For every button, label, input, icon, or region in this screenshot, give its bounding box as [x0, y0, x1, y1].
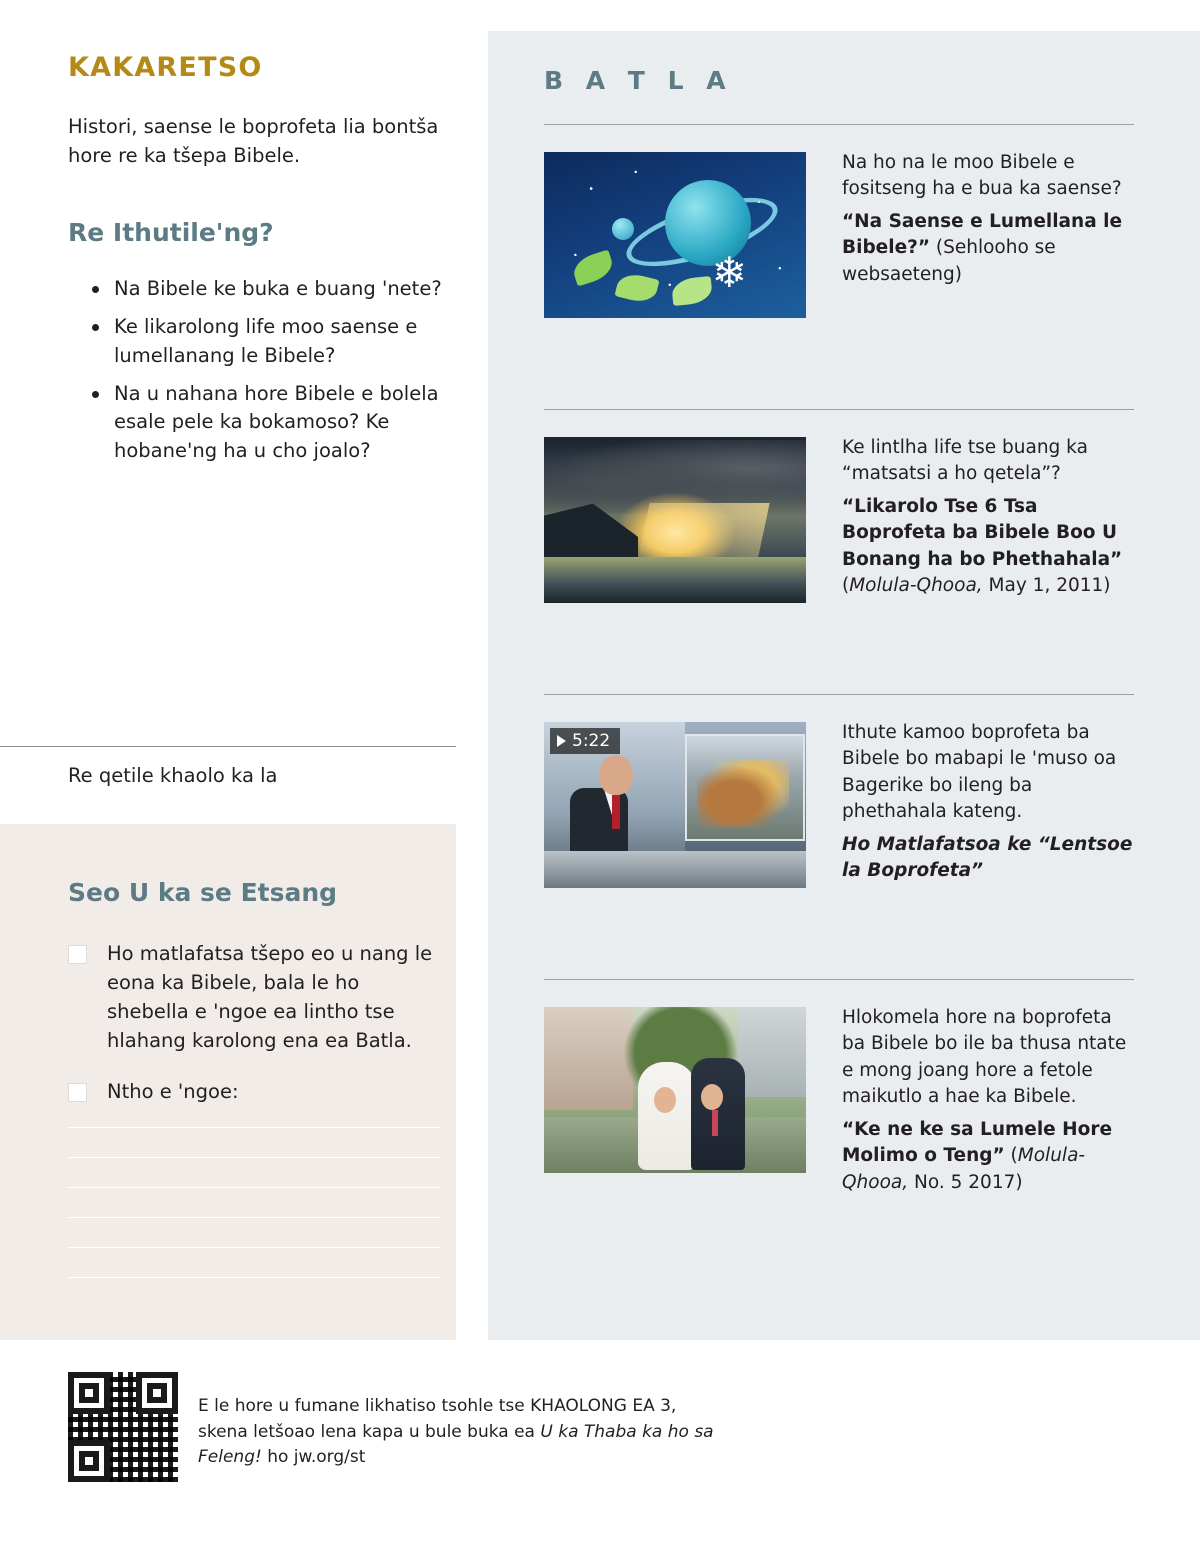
wedding-couple-thumbnail[interactable]	[544, 1007, 806, 1173]
writing-lines[interactable]	[68, 1127, 440, 1307]
presenter-tie	[612, 795, 620, 829]
studio-desk	[544, 851, 806, 888]
writing-line[interactable]	[68, 1277, 440, 1278]
entry-question: Ithute kamoo boprofeta ba Bibele bo mabapi le 'muso oa Bagerike bo ileng ba phethahala kateng.	[842, 722, 1117, 823]
groom-figure	[691, 1058, 745, 1170]
groom-head	[701, 1084, 723, 1110]
entry-reference: “Likarolo Tse 6 Tsa Boprofeta ba Bibele Boo U Bonang ha bo Phethahala” (Molula-Qhooa, May 1, 2011)	[842, 495, 1123, 597]
entry-reference-publication: Molula-Qhooa,	[842, 1145, 1086, 1193]
presenter-head	[599, 755, 633, 795]
footer-book-title: U ka Thaba ka ho sa	[540, 1421, 714, 1442]
batla-panel	[488, 31, 1200, 1340]
writing-line[interactable]	[68, 1157, 440, 1158]
entry-text	[842, 720, 1134, 891]
list-item: Na Bibele ke buka e buang 'nete?	[86, 275, 476, 304]
footer-line-2	[198, 1420, 818, 1446]
divider	[544, 409, 1134, 410]
footer-line-3	[198, 1445, 818, 1471]
entry-reference-rest: (Sehlooho se websaeteng)	[842, 237, 1056, 285]
video-broadcast-thumbnail[interactable]	[544, 722, 806, 888]
entry-question: Ke lintlha life tse buang ka “matsatsi a ho qetela”?	[842, 437, 1088, 485]
writing-line[interactable]	[68, 1217, 440, 1218]
entry-question: Na ho na le moo Bibele e fositseng ha e bua ka saense?	[842, 152, 1122, 200]
entry-reference-title: “Ke ne ke sa Lumele Hore Molimo o Teng”	[842, 1118, 1113, 1167]
footer-url[interactable]: ho jw.org/st	[261, 1447, 366, 1467]
bride-figure	[638, 1062, 696, 1170]
leaf-icon	[570, 249, 616, 286]
entry-text	[842, 435, 1134, 606]
todo-item-1[interactable]	[68, 940, 438, 1055]
footer-text	[198, 1394, 818, 1471]
entry-reference-rest: No. 5 2017)	[908, 1171, 1023, 1193]
sunset-seascape-thumbnail[interactable]	[544, 437, 806, 603]
water-shape	[544, 557, 806, 603]
space-planet-thumbnail[interactable]	[544, 152, 806, 318]
writing-line[interactable]	[68, 1187, 440, 1188]
entry-reference-rest: May 1, 2011)	[982, 575, 1111, 597]
todo-title: Seo U ka se Etsang	[68, 878, 338, 907]
snowflake-icon: ❄	[711, 247, 747, 297]
left-column	[0, 0, 488, 1340]
video-duration-label: 5:22	[572, 731, 611, 751]
entry-question: Hlokomela hore na boprofeta ba Bibele bo ile ba thusa ntate e mong joang hore a fetole maikutlo a hae ka Bibele.	[842, 1007, 1127, 1108]
entry-reference-publication: Molula-Qhooa,	[849, 575, 983, 597]
divider	[544, 979, 1134, 980]
summary-body: Histori, saense le boprofeta lia bontša hore re ka tšepa Bibele.	[68, 115, 439, 167]
panel-title: B A T L A	[544, 66, 733, 95]
divider	[0, 746, 456, 747]
list-item: Na u nahana hore Bibele e bolela esale pele ka bokamoso? Ke hobane'ng ha u cho joalo?	[86, 380, 476, 467]
groom-tie	[712, 1110, 718, 1136]
todo-panel	[0, 824, 456, 1340]
leaf-icon	[615, 270, 660, 305]
todo-item-2[interactable]	[68, 1078, 438, 1107]
learned-list	[86, 275, 476, 475]
leaf-icon	[671, 276, 713, 306]
writing-line[interactable]	[68, 1247, 440, 1248]
todo-item-label: Ho matlafatsa tšepo eo u nang le eona ka Bibele, bala le ho shebella e 'ngoe ea lintho tse hlahang karolong ena ea Batla.	[107, 942, 433, 1052]
footer	[0, 1360, 1200, 1543]
todo-item-label: Ntho e 'ngoe:	[107, 1080, 239, 1103]
entry-reference	[842, 209, 1134, 288]
entry-reference-title: “Likarolo Tse 6 Tsa Boprofeta ba Bibele Boo U Bonang ha bo Phethahala”	[842, 495, 1123, 570]
entry-reference-title: “Na Saense e Lumellana le Bibele?”	[842, 210, 1123, 259]
studio-screen	[685, 734, 804, 841]
summary-title: KAKARETSO	[68, 52, 263, 83]
entry-reference: Ho Matlafatsoa ke “Lentsoe la Boprofeta”	[842, 833, 1133, 882]
building-shape	[544, 1007, 633, 1110]
entry-text	[842, 1005, 1134, 1202]
divider	[544, 694, 1134, 695]
checkbox-icon[interactable]	[68, 945, 87, 964]
qr-code-icon[interactable]	[68, 1372, 178, 1482]
learned-title: Re Ithutile'ng?	[68, 218, 274, 247]
building-shape	[738, 1007, 806, 1097]
moon-icon	[612, 218, 634, 240]
video-duration-badge	[550, 728, 620, 754]
horseman-artwork	[697, 760, 789, 828]
writing-line[interactable]	[68, 1127, 440, 1128]
checkbox-icon[interactable]	[68, 1083, 87, 1102]
entry-reference: “Ke ne ke sa Lumele Hore Molimo o Teng” (Molula-Qhooa, No. 5 2017)	[842, 1118, 1113, 1193]
divider	[544, 124, 1134, 125]
footer-line-2-text: skena letšoao lena kapa u bule buka ea	[198, 1421, 541, 1442]
footer-line-1: E le hore u fumane likhatiso tsohle tse KHAOLONG EA 3,	[198, 1396, 677, 1416]
finished-chapter-line: Re qetile khaolo ka la	[68, 764, 278, 787]
entry-text	[842, 150, 1134, 294]
footer-book-title-cont: Feleng!	[198, 1447, 262, 1467]
play-icon	[557, 735, 566, 747]
list-item: Ke likarolong life moo saense e lumellanang le Bibele?	[86, 313, 476, 371]
